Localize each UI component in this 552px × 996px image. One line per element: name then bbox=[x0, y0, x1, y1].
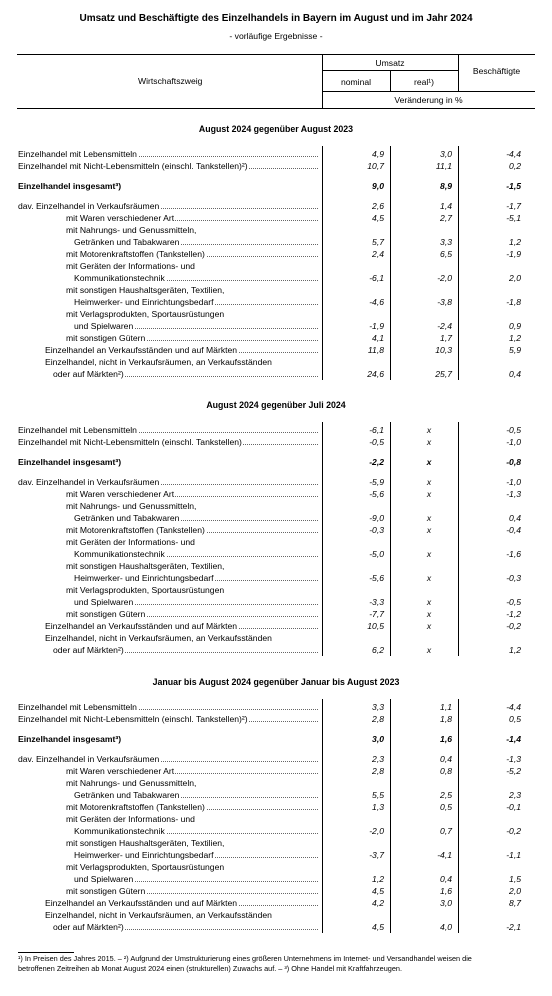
table-row bbox=[0, 777, 552, 789]
table-row bbox=[0, 212, 552, 224]
row-label: und Spielwaren bbox=[74, 874, 134, 884]
column-separator bbox=[390, 699, 391, 933]
table-row bbox=[0, 713, 552, 725]
row-label: mit sonstigen Gütern bbox=[66, 333, 146, 343]
cell-beschaeftigte: -0,3 bbox=[506, 573, 521, 583]
column-separator bbox=[458, 699, 459, 933]
row-label: Kommunikationstechnik bbox=[74, 273, 165, 283]
cell-nominal: -9,0 bbox=[369, 513, 384, 523]
cell-beschaeftigte: -0,5 bbox=[506, 597, 521, 607]
cell-beschaeftigte: -0,5 bbox=[506, 425, 521, 435]
cell-nominal: -2,0 bbox=[369, 826, 384, 836]
cell-real: x bbox=[426, 597, 432, 607]
cell-nominal: -3,7 bbox=[369, 850, 384, 860]
cell-real: 1,8 bbox=[440, 714, 452, 724]
cell-nominal: 2,3 bbox=[372, 754, 384, 764]
cell-real: x bbox=[426, 437, 432, 447]
cell-real: x bbox=[426, 573, 432, 583]
row-label: mit Geräten der Informations- und bbox=[66, 814, 195, 824]
cell-beschaeftigte: -0,1 bbox=[506, 802, 521, 812]
row-label: Einzelhandel mit Nicht-Lebensmitteln (einschl. Tankstellen) bbox=[18, 437, 242, 447]
row-label: Kommunikationstechnik bbox=[74, 549, 165, 559]
header-umsatz: Umsatz bbox=[375, 58, 405, 68]
cell-nominal: -3,3 bbox=[369, 597, 384, 607]
table-row bbox=[0, 260, 552, 272]
cell-beschaeftigte: 0,4 bbox=[509, 369, 521, 379]
row-label: mit Nahrungs- und Genussmitteln, bbox=[66, 501, 197, 511]
row-label: und Spielwaren bbox=[74, 321, 134, 331]
column-separator bbox=[390, 146, 391, 380]
table-row bbox=[0, 620, 552, 632]
cell-real: x bbox=[426, 457, 432, 467]
cell-nominal: 5,7 bbox=[372, 237, 384, 247]
cell-beschaeftigte: -1,3 bbox=[506, 489, 521, 499]
table-row bbox=[0, 488, 552, 500]
cell-beschaeftigte: -1,8 bbox=[506, 297, 521, 307]
header-sub-rule bbox=[322, 91, 535, 92]
cell-real: 10,3 bbox=[435, 345, 452, 355]
table-row bbox=[0, 801, 552, 813]
cell-nominal: -6,1 bbox=[369, 425, 384, 435]
row-label: mit sonstigen Haushaltsgeräten, Textilien, bbox=[66, 285, 225, 295]
cell-real: 3,0 bbox=[440, 898, 452, 908]
row-label: Einzelhandel insgesamt³) bbox=[18, 181, 122, 191]
cell-nominal: -5,0 bbox=[369, 549, 384, 559]
cell-beschaeftigte: 1,2 bbox=[509, 645, 521, 655]
cell-real: 0,7 bbox=[440, 826, 452, 836]
table-row bbox=[0, 512, 552, 524]
cell-nominal: -2,2 bbox=[369, 457, 384, 467]
cell-nominal: -1,9 bbox=[369, 321, 384, 331]
cell-nominal: -5,9 bbox=[369, 477, 384, 487]
table-row bbox=[0, 296, 552, 308]
cell-real: 2,5 bbox=[440, 790, 452, 800]
table-row bbox=[0, 608, 552, 620]
table-row bbox=[0, 500, 552, 512]
row-label: mit Waren verschiedener Art bbox=[66, 489, 175, 499]
cell-beschaeftigte: -4,4 bbox=[506, 149, 521, 159]
cell-real: x bbox=[426, 489, 432, 499]
cell-nominal: -6,1 bbox=[369, 273, 384, 283]
cell-nominal: -5,6 bbox=[369, 489, 384, 499]
row-label: mit sonstigen Gütern bbox=[66, 609, 146, 619]
table-row bbox=[0, 584, 552, 596]
column-separator bbox=[458, 146, 459, 380]
row-label: dav. Einzelhandel in Verkaufsräumen bbox=[18, 754, 160, 764]
footnote-line-2: betroffenen Zeitreihen ab Monat August 2024 einen (strukturellen) Zuwachs auf. – ³) Ohne Handel mit Kraftfahrzeugen. bbox=[18, 964, 402, 973]
cell-nominal: 11,8 bbox=[367, 345, 384, 355]
header-bottom-rule bbox=[17, 108, 535, 109]
table-row bbox=[0, 897, 552, 909]
table-row bbox=[0, 825, 552, 837]
cell-beschaeftigte: -0,2 bbox=[506, 826, 521, 836]
cell-nominal: -4,6 bbox=[369, 297, 384, 307]
row-label: Einzelhandel insgesamt³) bbox=[18, 734, 122, 744]
cell-real: 0,4 bbox=[440, 874, 452, 884]
cell-real: 3,0 bbox=[440, 149, 452, 159]
cell-nominal: 2,8 bbox=[372, 714, 384, 724]
cell-beschaeftigte: 1,2 bbox=[509, 237, 521, 247]
cell-nominal: -0,3 bbox=[369, 525, 384, 535]
page-subtitle: - vorläufige Ergebnisse - bbox=[229, 31, 323, 41]
table-row bbox=[0, 536, 552, 548]
cell-beschaeftigte: 0,9 bbox=[509, 321, 521, 331]
row-label: und Spielwaren bbox=[74, 597, 134, 607]
cell-nominal: 5,5 bbox=[372, 790, 384, 800]
table-row bbox=[0, 308, 552, 320]
table-row bbox=[0, 160, 552, 172]
footnote-rule bbox=[18, 952, 74, 953]
row-label: mit Motorenkraftstoffen (Tankstellen) bbox=[66, 249, 205, 259]
cell-nominal: 1,2 bbox=[372, 874, 384, 884]
cell-real: x bbox=[426, 621, 432, 631]
row-label: mit Verlagsprodukten, Sportausrüstungen bbox=[66, 585, 225, 595]
cell-nominal: 4,9 bbox=[372, 149, 384, 159]
cell-real: x bbox=[426, 477, 432, 487]
row-label: mit sonstigen Gütern bbox=[66, 886, 146, 896]
cell-nominal: 4,5 bbox=[372, 886, 384, 896]
cell-nominal: 3,3 bbox=[372, 702, 384, 712]
header-wirtschaftszweig: Wirtschaftszweig bbox=[138, 76, 203, 86]
row-label: Heimwerker- und Einrichtungsbedarf bbox=[74, 297, 214, 307]
column-separator bbox=[390, 422, 391, 656]
row-label: mit Verlagsprodukten, Sportausrüstungen bbox=[66, 309, 225, 319]
table-row bbox=[0, 560, 552, 572]
table-row bbox=[0, 476, 552, 488]
table-row bbox=[0, 813, 552, 825]
cell-beschaeftigte: -2,1 bbox=[506, 922, 521, 932]
page-title: Umsatz und Beschäftigte des Einzelhandels in Bayern im August und im Jahr 2024 bbox=[79, 13, 473, 24]
cell-nominal: 6,2 bbox=[372, 645, 384, 655]
cell-nominal: 4,2 bbox=[372, 898, 384, 908]
cell-nominal: 9,0 bbox=[372, 181, 384, 191]
table-row bbox=[0, 753, 552, 765]
row-label: dav. Einzelhandel in Verkaufsräumen bbox=[18, 477, 160, 487]
row-label: Einzelhandel mit Nicht-Lebensmitteln (einschl. Tankstellen)²) bbox=[18, 714, 248, 724]
cell-real: 0,5 bbox=[440, 802, 452, 812]
row-label: dav. Einzelhandel in Verkaufsräumen bbox=[18, 201, 160, 211]
row-label: mit Waren verschiedener Art bbox=[66, 213, 175, 223]
table-row bbox=[0, 248, 552, 260]
cell-beschaeftigte: -1,5 bbox=[506, 181, 521, 191]
row-label: mit Geräten der Informations- und bbox=[66, 537, 195, 547]
table-row bbox=[0, 368, 552, 380]
table-row bbox=[0, 873, 552, 885]
table-row bbox=[0, 272, 552, 284]
cell-beschaeftigte: -0,4 bbox=[506, 525, 521, 535]
row-label: Einzelhandel insgesamt³) bbox=[18, 457, 122, 467]
row-label: Einzelhandel an Verkaufsständen und auf Märkten bbox=[45, 345, 238, 355]
cell-beschaeftigte: -1,3 bbox=[506, 754, 521, 764]
section-title: August 2024 gegenüber Juli 2024 bbox=[206, 400, 346, 410]
cell-beschaeftigte: 0,4 bbox=[509, 513, 521, 523]
cell-beschaeftigte: -5,2 bbox=[506, 766, 521, 776]
row-label: Heimwerker- und Einrichtungsbedarf bbox=[74, 850, 214, 860]
cell-real: -2,4 bbox=[437, 321, 452, 331]
row-label: Einzelhandel mit Lebensmitteln bbox=[18, 702, 137, 712]
table-row bbox=[0, 921, 552, 933]
table-row bbox=[0, 200, 552, 212]
table-row bbox=[0, 885, 552, 897]
row-label: Einzelhandel, nicht in Verkaufsräumen, an Verkaufsständen bbox=[45, 910, 272, 920]
header-veraenderung: Veränderung in % bbox=[394, 95, 463, 105]
section-title: Januar bis August 2024 gegenüber Januar bis August 2023 bbox=[152, 677, 400, 687]
row-label: oder auf Märkten²) bbox=[53, 922, 124, 932]
cell-beschaeftigte: 5,9 bbox=[509, 345, 521, 355]
cell-beschaeftigte: -0,8 bbox=[506, 457, 521, 467]
table-row bbox=[0, 548, 552, 560]
cell-beschaeftigte: 2,3 bbox=[509, 790, 521, 800]
row-label: Einzelhandel an Verkaufsständen und auf Märkten bbox=[45, 621, 238, 631]
cell-beschaeftigte: -1,7 bbox=[506, 201, 521, 211]
row-label: Getränken und Tabakwaren bbox=[74, 790, 180, 800]
table-row bbox=[0, 224, 552, 236]
cell-real: 1,1 bbox=[440, 702, 452, 712]
cell-nominal: 2,4 bbox=[372, 249, 384, 259]
cell-real: x bbox=[426, 425, 432, 435]
cell-real: 1,6 bbox=[440, 886, 452, 896]
cell-real: 1,6 bbox=[440, 734, 452, 744]
cell-beschaeftigte: 2,0 bbox=[509, 273, 521, 283]
row-label: mit Motorenkraftstoffen (Tankstellen) bbox=[66, 525, 205, 535]
cell-real: x bbox=[426, 525, 432, 535]
cell-real: 8,9 bbox=[440, 181, 452, 191]
cell-real: 0,4 bbox=[440, 754, 452, 764]
cell-nominal: 10,7 bbox=[367, 161, 384, 171]
cell-nominal: 2,8 bbox=[372, 766, 384, 776]
section-title: August 2024 gegenüber August 2023 bbox=[198, 124, 354, 134]
cell-beschaeftigte: -1,6 bbox=[506, 549, 521, 559]
cell-beschaeftigte: 1,5 bbox=[509, 874, 521, 884]
table-row bbox=[0, 356, 552, 368]
cell-beschaeftigte: -1,1 bbox=[506, 850, 521, 860]
row-label: oder auf Märkten²) bbox=[53, 645, 124, 655]
table-row bbox=[0, 789, 552, 801]
table-row bbox=[0, 180, 552, 192]
row-label: mit sonstigen Haushaltsgeräten, Textilien, bbox=[66, 838, 225, 848]
table-row bbox=[0, 596, 552, 608]
column-separator bbox=[322, 422, 323, 656]
cell-real: 0,8 bbox=[440, 766, 452, 776]
column-separator bbox=[322, 699, 323, 933]
table-row bbox=[0, 284, 552, 296]
cell-nominal: 2,6 bbox=[372, 201, 384, 211]
cell-beschaeftigte: -1,0 bbox=[506, 477, 521, 487]
cell-nominal: 4,5 bbox=[372, 922, 384, 932]
cell-nominal: 4,1 bbox=[372, 333, 384, 343]
row-label: Einzelhandel, nicht in Verkaufsräumen, an Verkaufsständen bbox=[45, 357, 272, 367]
cell-nominal: -7,7 bbox=[369, 609, 384, 619]
row-label: mit Waren verschiedener Art bbox=[66, 766, 175, 776]
table-row bbox=[0, 320, 552, 332]
cell-beschaeftigte: -4,4 bbox=[506, 702, 521, 712]
cell-beschaeftigte: 0,2 bbox=[509, 161, 521, 171]
cell-beschaeftigte: -1,0 bbox=[506, 437, 521, 447]
table-row bbox=[0, 644, 552, 656]
row-label: Einzelhandel mit Lebensmitteln bbox=[18, 149, 137, 159]
table-row bbox=[0, 148, 552, 160]
row-label: Kommunikationstechnik bbox=[74, 826, 165, 836]
table-row bbox=[0, 344, 552, 356]
cell-nominal: 4,5 bbox=[372, 213, 384, 223]
row-label: Einzelhandel, nicht in Verkaufsräumen, an Verkaufsständen bbox=[45, 633, 272, 643]
table-row bbox=[0, 572, 552, 584]
cell-beschaeftigte: -1,9 bbox=[506, 249, 521, 259]
table-row bbox=[0, 436, 552, 448]
cell-real: -4,1 bbox=[437, 850, 452, 860]
table-row bbox=[0, 733, 552, 745]
table-row bbox=[0, 236, 552, 248]
row-label: oder auf Märkten²) bbox=[53, 369, 124, 379]
cell-real: 25,7 bbox=[435, 369, 452, 379]
header-real: real¹) bbox=[413, 77, 435, 87]
row-label: Einzelhandel an Verkaufsständen und auf Märkten bbox=[45, 898, 238, 908]
cell-real: x bbox=[426, 609, 432, 619]
row-label: Getränken und Tabakwaren bbox=[74, 237, 180, 247]
cell-beschaeftigte: -1,2 bbox=[506, 609, 521, 619]
cell-real: x bbox=[426, 513, 432, 523]
row-label: mit Nahrungs- und Genussmitteln, bbox=[66, 778, 197, 788]
row-label: mit sonstigen Haushaltsgeräten, Textilien, bbox=[66, 561, 225, 571]
cell-real: -2,0 bbox=[437, 273, 452, 283]
table-row bbox=[0, 456, 552, 468]
row-label: Getränken und Tabakwaren bbox=[74, 513, 180, 523]
table-row bbox=[0, 909, 552, 921]
row-label: mit Geräten der Informations- und bbox=[66, 261, 195, 271]
header-nominal: nominal bbox=[340, 77, 372, 87]
cell-nominal: 1,3 bbox=[372, 802, 384, 812]
table-row bbox=[0, 765, 552, 777]
cell-nominal: 24,6 bbox=[367, 369, 384, 379]
row-label: mit Nahrungs- und Genussmitteln, bbox=[66, 225, 197, 235]
table-row bbox=[0, 861, 552, 873]
row-label: Einzelhandel mit Nicht-Lebensmitteln (einschl. Tankstellen)²) bbox=[18, 161, 248, 171]
table-row bbox=[0, 524, 552, 536]
cell-nominal: -0,5 bbox=[369, 437, 384, 447]
cell-beschaeftigte: -1,4 bbox=[506, 734, 521, 744]
table-row bbox=[0, 837, 552, 849]
column-separator bbox=[458, 422, 459, 656]
cell-beschaeftigte: 2,0 bbox=[509, 886, 521, 896]
footnote-line-1: ¹) In Preisen des Jahres 2015. – ²) Aufgrund der Umstrukturierung eines größeren Unternehmens im Internet- und Versandhandel weisen die bbox=[18, 954, 472, 963]
table-row bbox=[0, 701, 552, 713]
cell-beschaeftigte: 1,2 bbox=[509, 333, 521, 343]
row-label: Heimwerker- und Einrichtungsbedarf bbox=[74, 573, 214, 583]
cell-real: x bbox=[426, 549, 432, 559]
row-label: mit Verlagsprodukten, Sportausrüstungen bbox=[66, 862, 225, 872]
cell-real: 4,0 bbox=[440, 922, 452, 932]
column-separator bbox=[322, 146, 323, 380]
table-row bbox=[0, 424, 552, 436]
cell-nominal: -5,6 bbox=[369, 573, 384, 583]
cell-real: 2,7 bbox=[440, 213, 452, 223]
table-row bbox=[0, 332, 552, 344]
cell-real: 6,5 bbox=[440, 249, 452, 259]
cell-beschaeftigte: 0,5 bbox=[509, 714, 521, 724]
table-row bbox=[0, 849, 552, 861]
row-label: Einzelhandel mit Lebensmitteln bbox=[18, 425, 137, 435]
cell-real: 1,7 bbox=[440, 333, 452, 343]
cell-beschaeftigte: -5,1 bbox=[506, 213, 521, 223]
cell-real: 1,4 bbox=[440, 201, 452, 211]
cell-real: x bbox=[426, 645, 432, 655]
table-row bbox=[0, 632, 552, 644]
cell-real: -3,8 bbox=[437, 297, 452, 307]
cell-real: 3,3 bbox=[440, 237, 452, 247]
cell-beschaeftigte: 8,7 bbox=[509, 898, 521, 908]
cell-real: 11,1 bbox=[435, 161, 452, 171]
row-label: mit Motorenkraftstoffen (Tankstellen) bbox=[66, 802, 205, 812]
header-beschaeftigte: Beschäftigte bbox=[472, 66, 521, 76]
cell-beschaeftigte: -0,2 bbox=[506, 621, 521, 631]
cell-nominal: 3,0 bbox=[372, 734, 384, 744]
cell-nominal: 10,5 bbox=[367, 621, 384, 631]
